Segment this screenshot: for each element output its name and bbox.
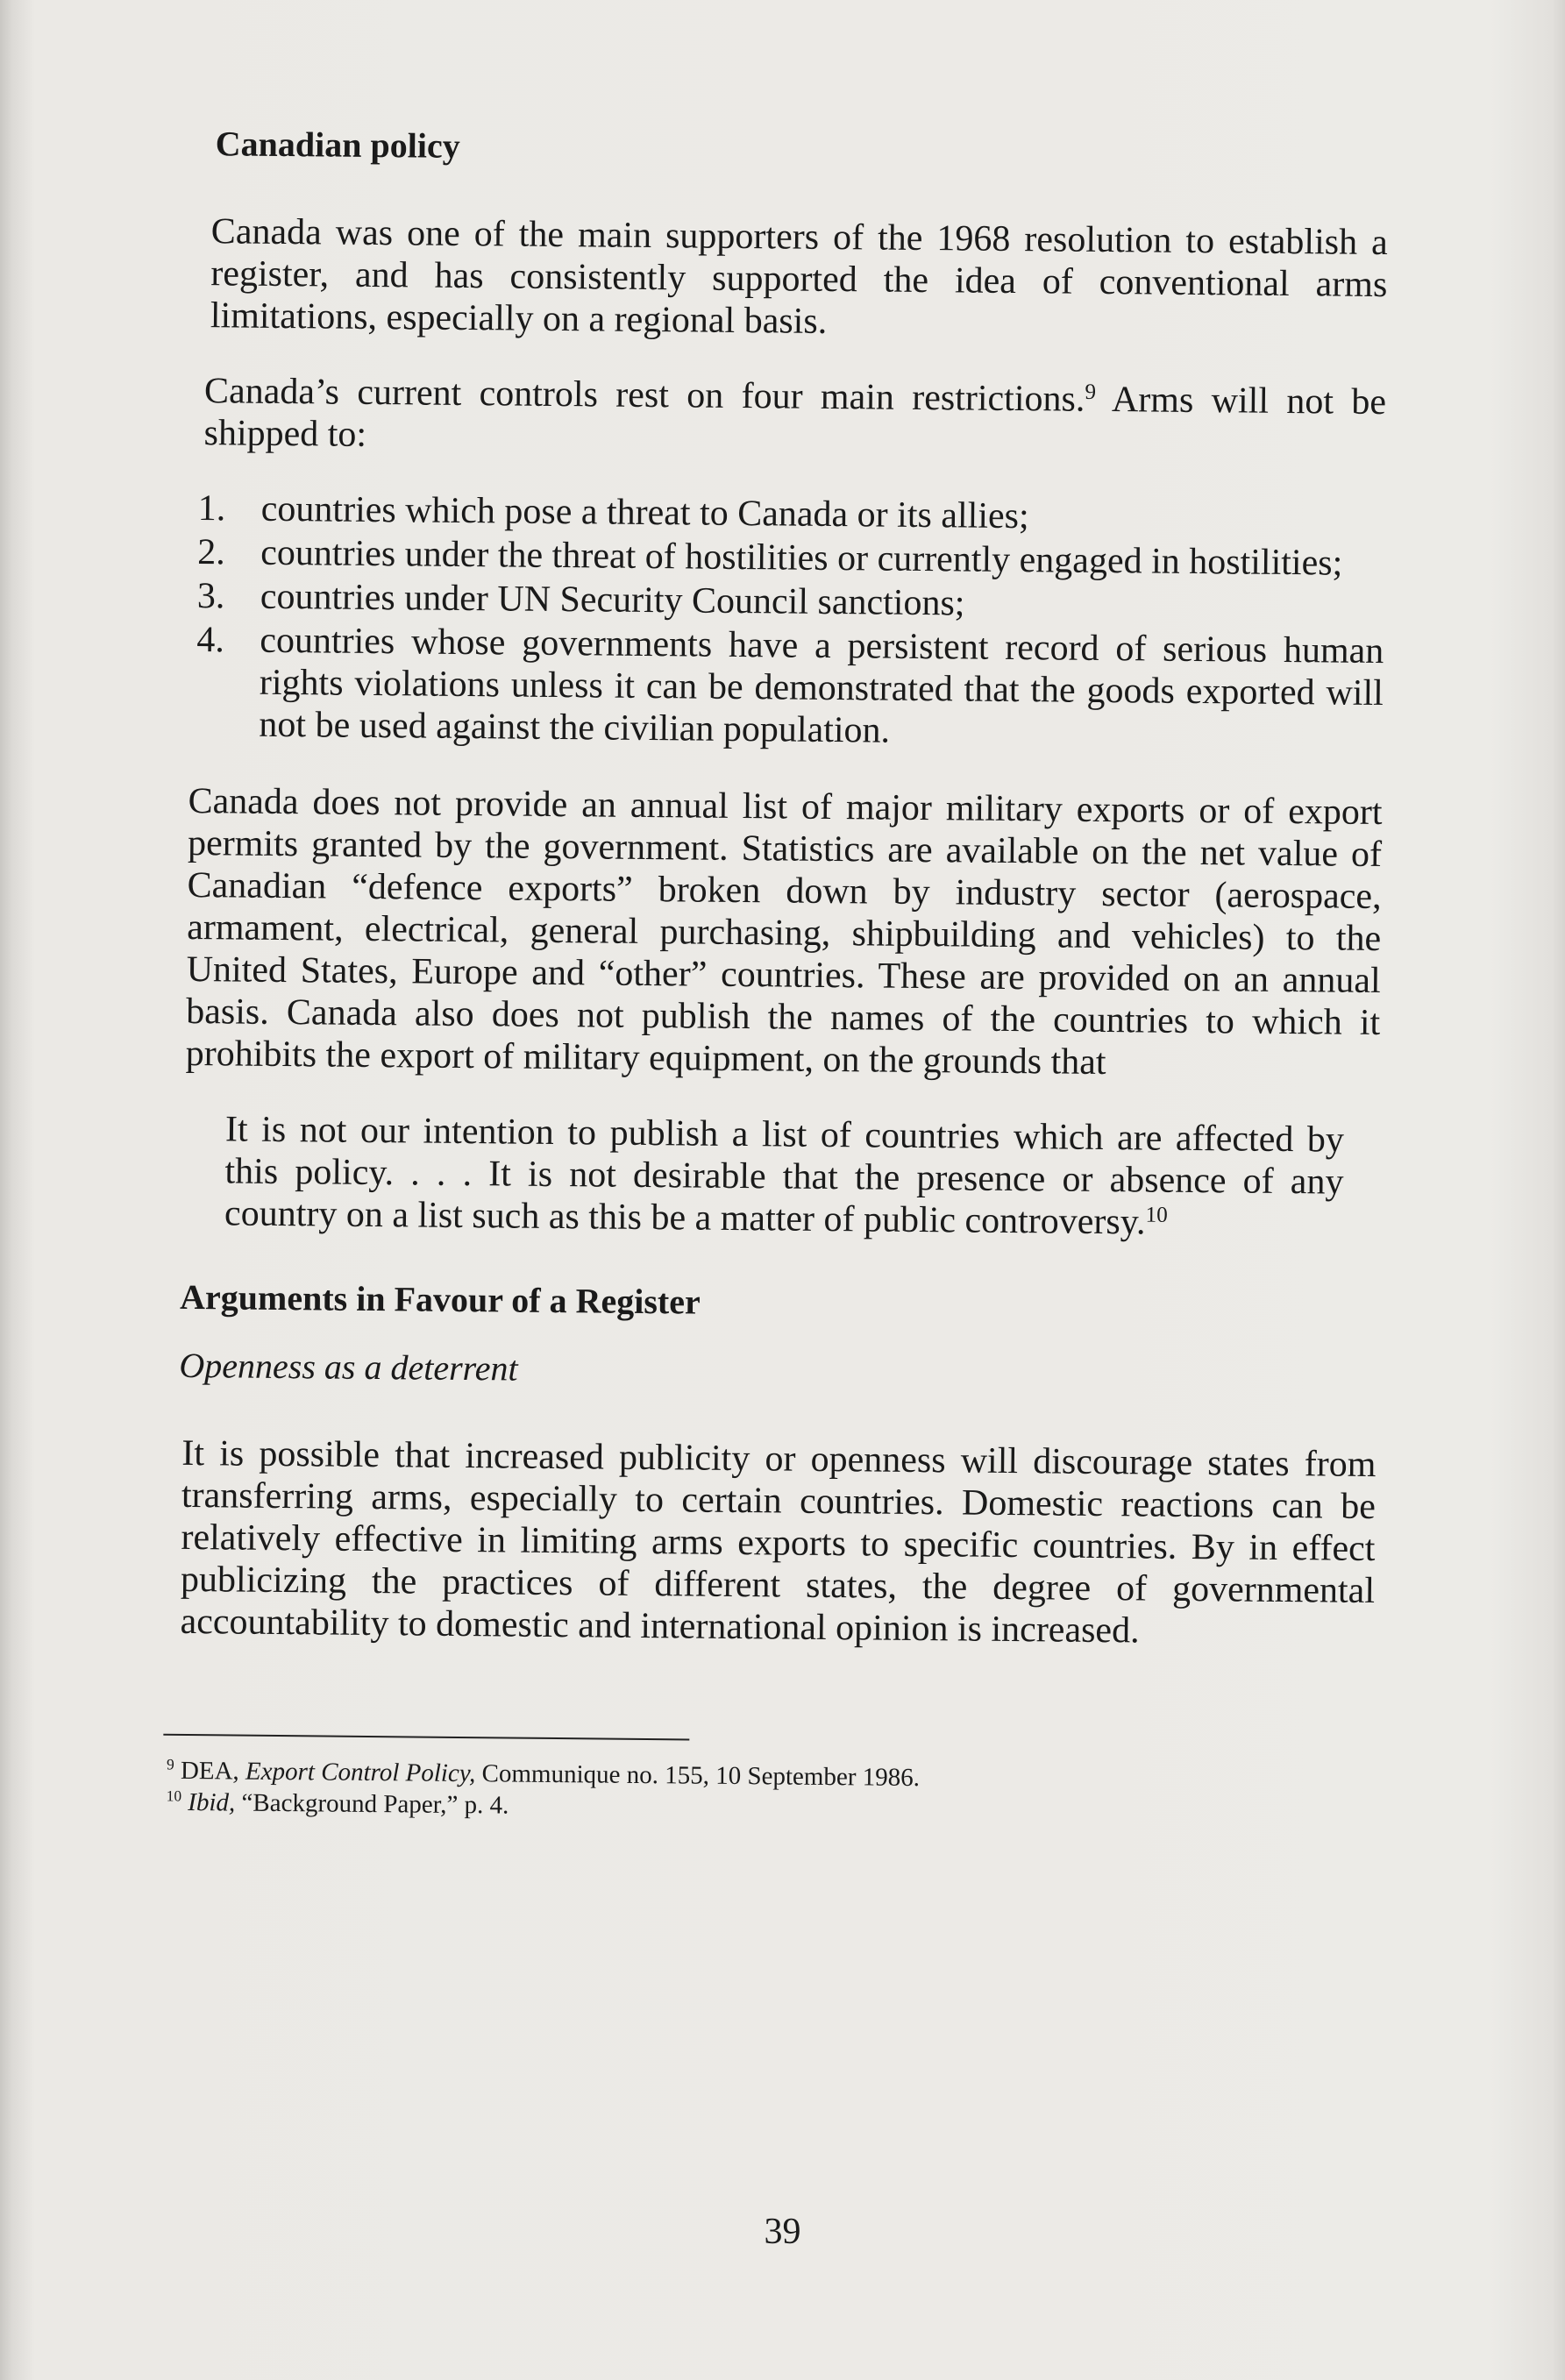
list-item xyxy=(189,619,1384,757)
paragraph-current-controls-text: Canada’s current controls rest on four main restrictions. xyxy=(203,371,1085,420)
footnote-ref-9: 9 xyxy=(1085,380,1097,405)
paragraph-openness: It is possible that increased publicity or openness will discourage states from transferring arms, especially to certain countries. Domestic reactions can be relatively effective in limiting arms exports to specific countries. By in effect publicizing the practices of different states, the degree of governmental accountability to domestic and international opinion is increased. xyxy=(180,1432,1376,1652)
list-item-text: countries which pose a threat to Canada or its allies; xyxy=(260,488,1029,537)
footnote-ref-10: 10 xyxy=(1145,1203,1168,1227)
footnote-number: 9 xyxy=(166,1755,174,1773)
section-heading-arguments: Arguments in Favour of a Register xyxy=(179,1276,701,1322)
paragraph-no-annual-list: Canada does not provide an annual list of major military exports or of export permits granted by the government. Statistics are available on the net value of Canadian “defence exports” broken down by industry sector (aerospace, armament, electrical, general purchasing, shipbuilding and vehicles) to the United States, Europe and “other” countries. These are provided on an annual basis. Canada also does not publish the names of the countries to which it prohibits the export of military equipment, on the grounds that xyxy=(185,780,1383,1083)
footnote-divider xyxy=(163,1734,689,1741)
paragraph-current-controls xyxy=(203,370,1386,465)
subheading-openness: Openness as a deterrent xyxy=(179,1345,518,1389)
paragraph-canada-support: Canada was one of the main supporters of the 1968 resolution to establish a register, and has consistently supported the idea of conventional arms limitations, especially on a regional basis. xyxy=(210,211,1388,342)
list-item-number: 3. xyxy=(196,576,225,617)
footnote-title: Ibid, xyxy=(188,1788,236,1817)
footnote-text: Communique no. 155, 10 September 1986. xyxy=(475,1759,921,1793)
list-item-text: countries under the threat of hostilities or currently engaged in hostilities; xyxy=(260,532,1343,584)
block-quote xyxy=(224,1108,1344,1245)
restrictions-list xyxy=(189,487,1385,757)
section-heading-canadian-policy: Canadian policy xyxy=(215,124,460,166)
footnote-text: “Background Paper,” p. 4. xyxy=(235,1788,509,1820)
footnote-title: Export Control Policy, xyxy=(245,1757,476,1788)
footnotes xyxy=(166,1755,1373,1829)
footnote-text: DEA, xyxy=(174,1756,246,1786)
list-item-text: countries under UN Security Council sanctions; xyxy=(260,576,965,624)
list-item-text: countries whose governments have a persistent record of serious human rights violations unless it can be demonstrated that the goods exported will not be used against the civilian population. xyxy=(259,620,1384,751)
list-item-number: 2. xyxy=(197,532,226,573)
footnote-number: 10 xyxy=(166,1787,182,1805)
page-number: 39 xyxy=(764,2212,801,2252)
block-quote-text: It is not our intention to publish a list of countries which are affected by this policy. . . . It is not desirable that the presence or absence of any country on a list such as this be a matter of public controversy. xyxy=(224,1109,1345,1243)
page-content xyxy=(166,123,1389,1829)
paragraph-current-controls-tail: Arms will not be shipped to: xyxy=(203,379,1387,455)
list-item-number: 4. xyxy=(196,620,225,661)
list-item-number: 1. xyxy=(197,488,226,529)
